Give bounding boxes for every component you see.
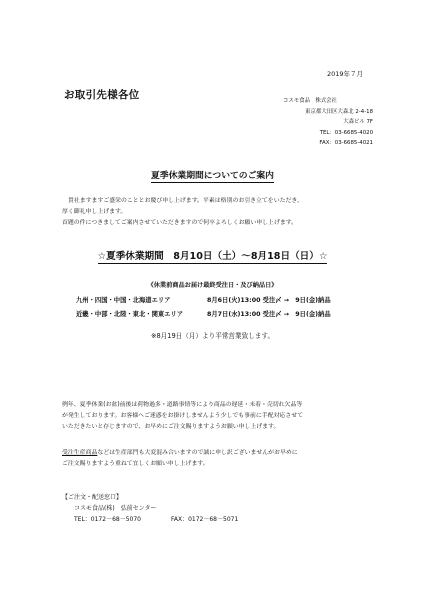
sender-tel: TEL：03-6685-4020	[319, 129, 373, 136]
production-line: ご注文賜りますよう重ねて宜しくお願い申し上げます。	[62, 461, 209, 467]
contact-heading: 【ご注文・配送窓口】	[62, 494, 123, 501]
area-schedule: 8月7日(水)13:00 受注〆 → 9日(金)納品	[207, 311, 331, 318]
recipient-heading: お取引先様各位	[64, 89, 140, 101]
contact-numbers	[62, 514, 238, 525]
area-schedule: 8月6日(火)13:00 受注〆 → 9日(金)納品	[207, 297, 331, 304]
sender-fax: FAX：03-6685-4021	[319, 140, 373, 147]
area-name: 近畿・中部・北陸・東北・関東エリア	[76, 311, 184, 318]
resume-notice: ※8月19日（月）より平常営業致します。	[150, 332, 275, 340]
made-to-order-label: 受注生産商品	[62, 450, 98, 456]
notice-line: いただきたいと存じますので、お早めにご注文賜りますようお願い申し上げます。	[62, 424, 280, 430]
contact-fax: FAX：0172－68－5071	[170, 516, 239, 523]
document-date: 2019年７月	[326, 70, 363, 78]
greeting-line: 貴社ますますご盛栄のこととお慶び申し上げます。平素は格別のお引き立てをいただき、	[68, 198, 303, 204]
document-title	[0, 168, 425, 183]
holiday-period-text: ☆夏季休業期間 8月10日（土）～8月18日（日）☆	[98, 248, 328, 264]
production-notice-paragraph	[62, 448, 372, 470]
delay-notice-paragraph	[62, 400, 372, 433]
production-line	[62, 448, 372, 459]
sender-address: 東京都大田区大森北 2-4-18	[305, 108, 373, 115]
greeting-line: 首題の件につきましてご案内させていただきますので何卒よろしくお願い申し上げます。	[62, 220, 298, 226]
greeting-line: 厚く御礼申し上げます。	[62, 209, 127, 215]
sender-company: コスモ食品 株式会社	[283, 98, 337, 104]
document-title-text: 夏季休業期間についてのご案内	[151, 168, 274, 183]
holiday-period-headline	[0, 248, 425, 264]
notice-line: 例年、夏季休業(お盆)前後は荷物過多・道路事情等により商品の遅延・未着・売切れ欠品等	[62, 402, 303, 408]
contact-block	[62, 492, 238, 525]
greeting-paragraph	[62, 196, 372, 229]
production-line-rest: などは生産部門も大変混み合いますので誠に申し訳ございませんがお早めに	[97, 450, 298, 456]
deadline-subheading: 《休業前商品お届け最終受注日・及び納品日》	[147, 282, 278, 289]
contact-office: コスモ食品(株) 弘前センター	[74, 505, 157, 512]
notice-line: が発生しております。お客様へご迷惑をお掛けしませんよう少しでも事前に手配対応させて	[62, 413, 304, 419]
contact-tel: TEL：0172－68－5070	[74, 516, 141, 523]
sender-building: 大森ビル 7F	[343, 119, 373, 126]
area-name: 九州・四国・中国・北海道エリア	[76, 297, 171, 304]
sender-block	[283, 96, 373, 149]
